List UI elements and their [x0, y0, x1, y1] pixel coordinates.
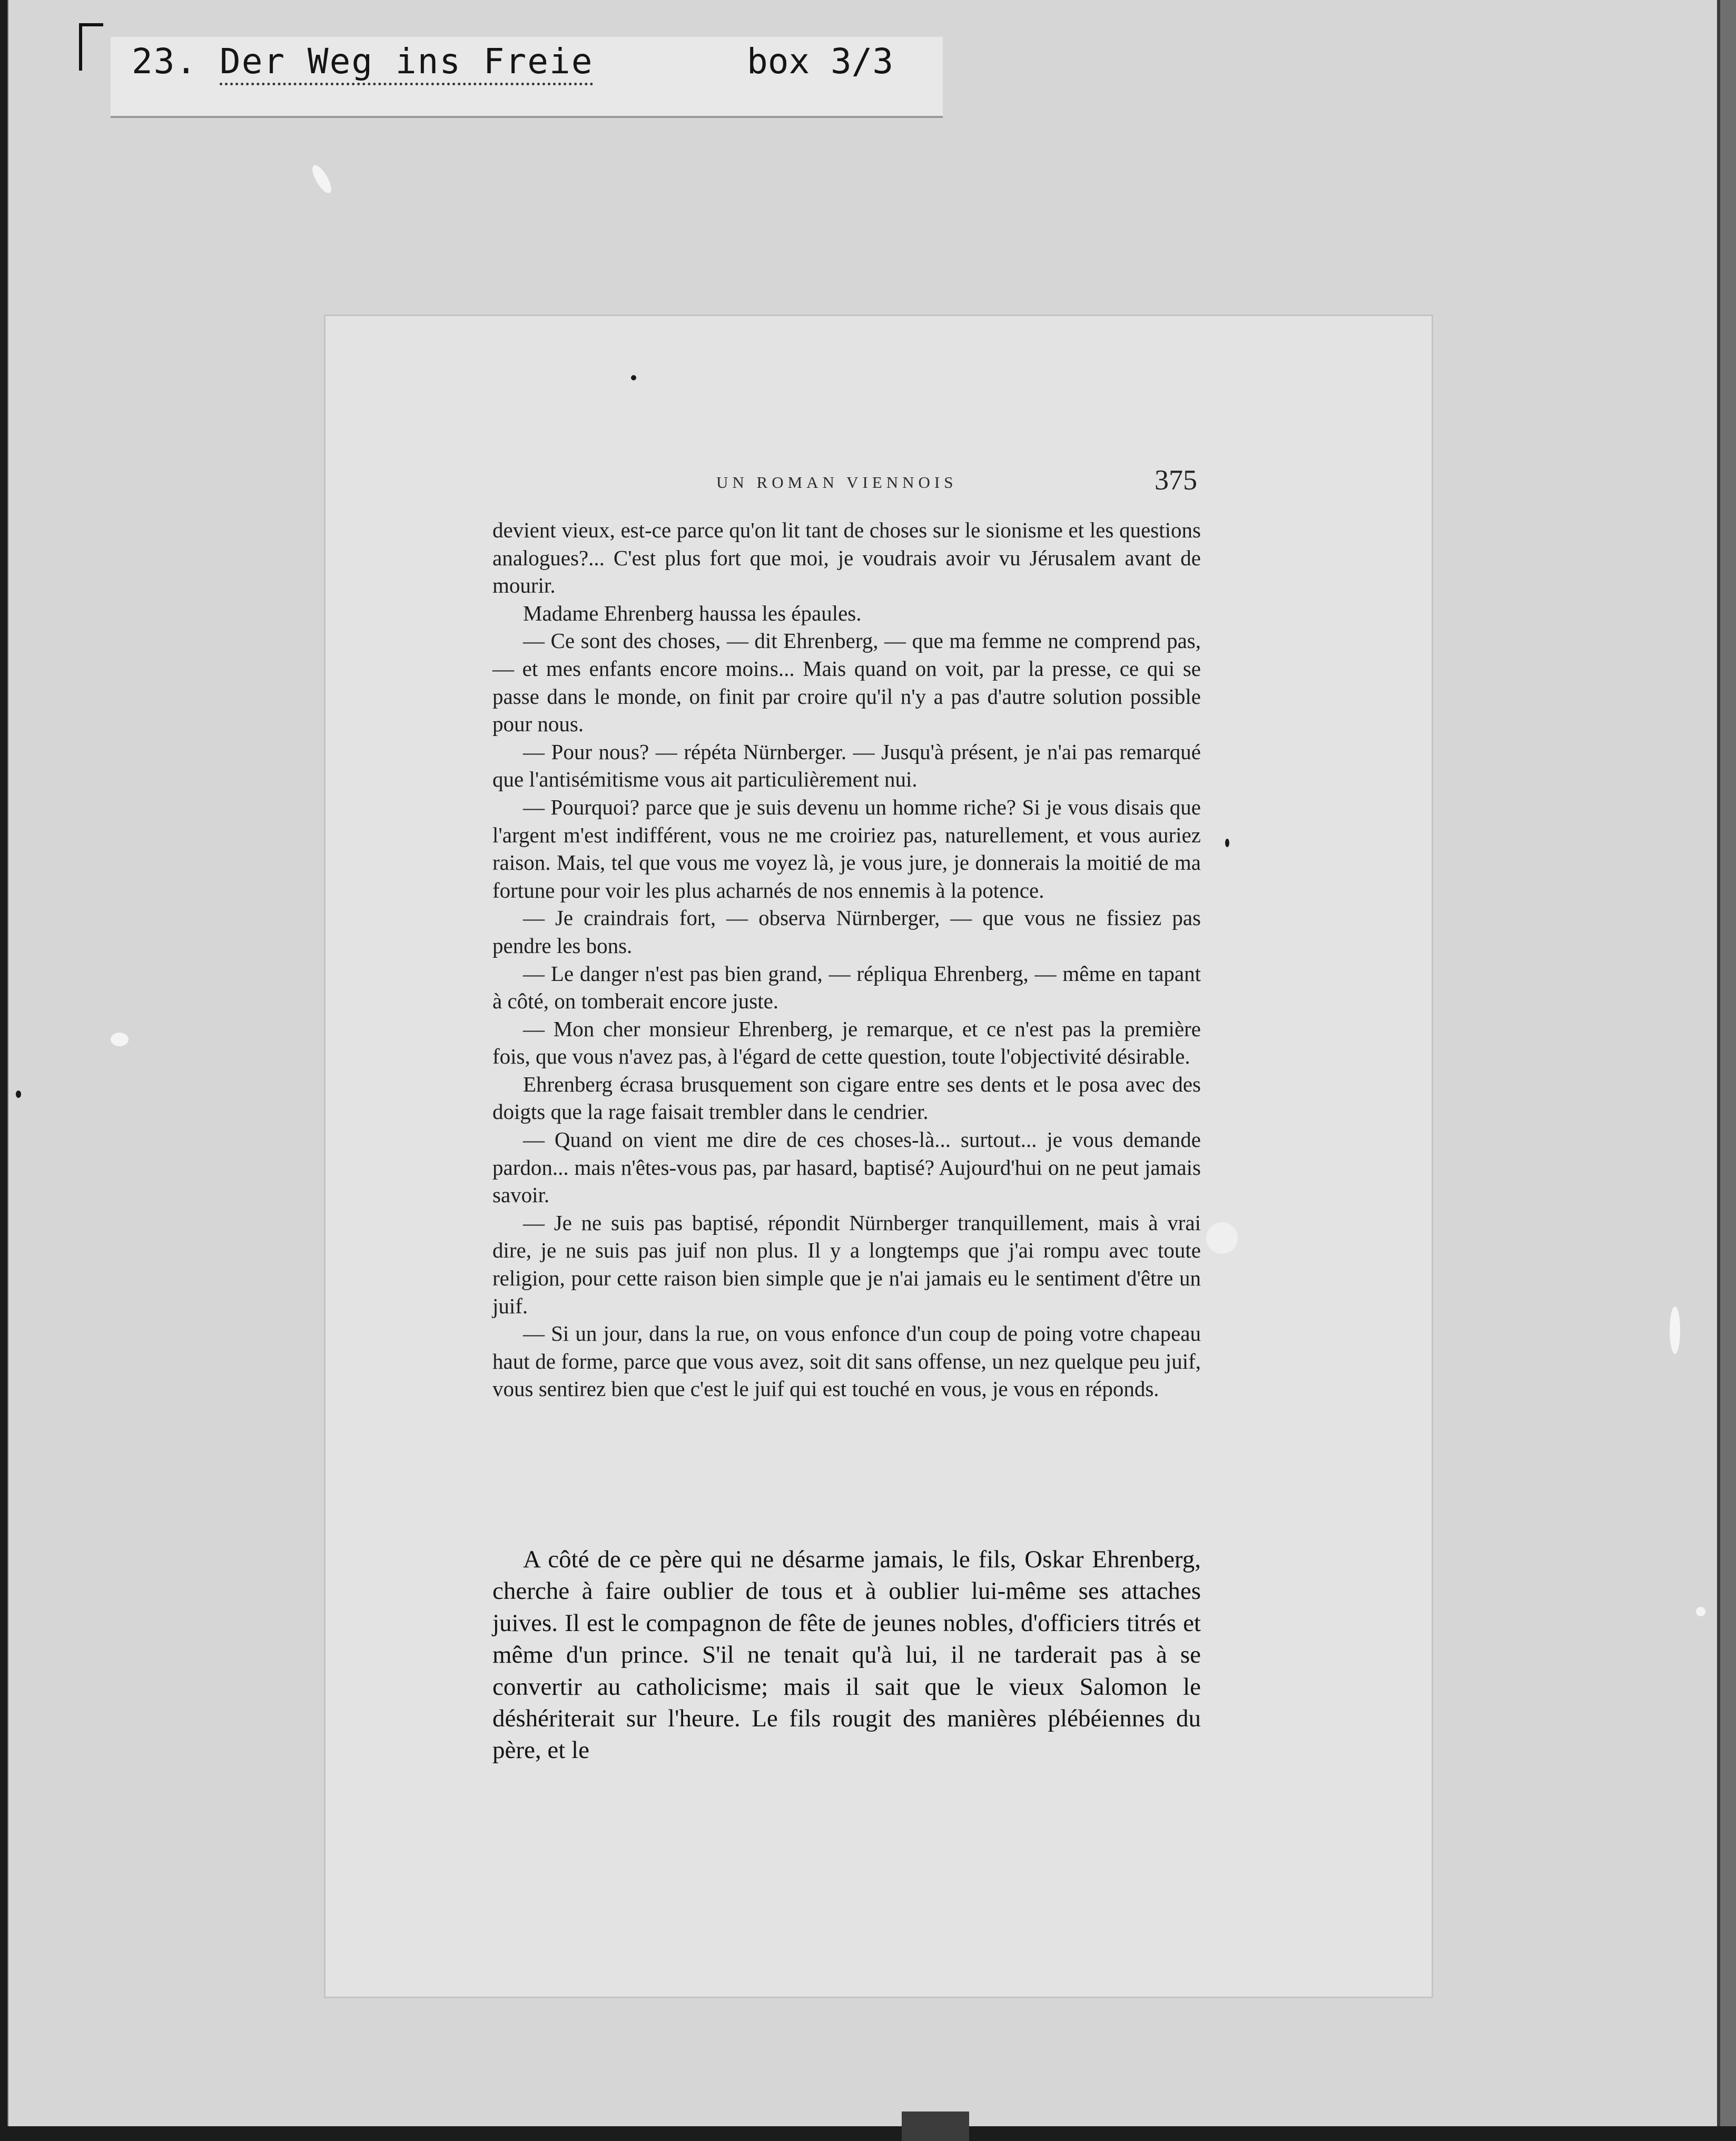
text-paragraph: — Mon cher monsieur Ehrenberg, je remarque, et ce n'est pas la première fois, que vous n'avez pas, à l'égard de cette question, toute l'objectivité désirable. — [492, 1016, 1201, 1069]
text-paragraph: — Quand on vient me dire de ces choses-là... surtout... je vous demande pardon... mais n'êtes-vous pas, par hasard, baptisé? Aujourd'hui on ne peut jamais savoir. — [492, 1127, 1201, 1207]
text-paragraph: — Le danger n'est pas bien grand, — répliqua Ehrenberg, — même en tapant à côté, on tomberait encore juste. — [492, 961, 1201, 1014]
text-paragraph: — Pour nous? — répéta Nürnberger. — Jusqu'à présent, je n'ai pas remarqué que l'antisémitisme vous ait particulièrement nui. — [492, 739, 1201, 792]
ink-dot — [1225, 839, 1229, 847]
film-border-bottom — [0, 2126, 1736, 2141]
running-head: UN ROMAN VIENNOIS — [716, 473, 958, 492]
ink-dot — [16, 1091, 21, 1098]
archive-label-title — [132, 41, 593, 82]
ink-dot — [631, 375, 636, 380]
tape-mark — [902, 2111, 969, 2141]
dust-speck — [111, 1033, 129, 1046]
label-number: 23. — [132, 41, 198, 82]
text-paragraph: — Je ne suis pas baptisé, répondit Nürnberger tranquillement, mais à vrai dire, je ne suis pas juif non plus. Il y a longtemps que j'ai rompu avec toute religion, pour cette raison bien simple que je n'ai jamais eu le sentiment d'être un juif. — [492, 1210, 1201, 1318]
dust-speck — [1696, 1607, 1705, 1616]
corner-crop-mark — [79, 23, 103, 71]
text-paragraph: — Si un jour, dans la rue, on vous enfonce d'un coup de poing votre chapeau haut de forme, parce que vous avez, soit dit sans offense, un nez quelque peu juif, vous sentirez bien que c'est le juif qui est touché en vous, je vous en réponds. — [492, 1321, 1201, 1401]
text-paragraph: Ehrenberg écrasa brusquement son cigare entre ses dents et le posa avec des doigts que la rage faisait trembler dans le cendrier. — [492, 1072, 1201, 1124]
label-box-number: box 3/3 — [747, 41, 894, 82]
text-paragraph: — Pourquoi? parce que je suis devenu un homme riche? Si je vous disais que l'argent m'est indifférent, vous ne me croiriez pas, naturellement, et vous auriez raison. Mais, tel que vous me voyez là, je vous jure, je donnerais la moitié de ma fortune pour voir les plus acharnés de nos ennemis à la potence. — [492, 794, 1201, 902]
page-number: 375 — [1155, 464, 1197, 496]
essay-paragraph: A côté de ce père qui ne désarme jamais, le fils, Oskar Ehrenberg, cherche à faire oublier de tous et à oublier lui-même ses attaches juives. Il est le compagnon de fête de jeunes nobles, d'officiers titrés et même d'un prince. S'il ne tenait qu'à lui, il ne tarderait pas à se convertir au catholicisme; mais il sait que le vieux Salomon le déshériterait sur l'heure. Le fils rougit des manières plébéiennes du père, et le — [492, 1546, 1201, 1764]
label-work-title: Der Weg ins Freie — [220, 41, 594, 85]
quoted-dialogue-block — [492, 516, 1201, 1403]
text-paragraph: devient vieux, est-ce parce qu'on lit tant de choses sur le sionisme et les questions analogues?... C'est plus fort que moi, je voudrais avoir vu Jérusalem avant de mourir. — [492, 518, 1201, 598]
text-paragraph: — Je craindrais fort, — observa Nürnberger, — que vous ne fissiez pas pendre les bons. — [492, 906, 1201, 958]
film-border-left — [0, 0, 7, 2141]
dust-speck — [1670, 1307, 1680, 1354]
dust-speck — [1206, 1222, 1238, 1254]
text-paragraph: — Ce sont des choses, — dit Ehrenberg, — que ma femme ne comprend pas, — et mes enfants encore moins... Mais quand on voit, par la presse, ce qui se passe dans le monde, on finit par croire qu'il n'y a pas d'autre solution possible pour nous. — [492, 628, 1201, 736]
text-paragraph: Madame Ehrenberg haussa les épaules. — [523, 601, 862, 625]
